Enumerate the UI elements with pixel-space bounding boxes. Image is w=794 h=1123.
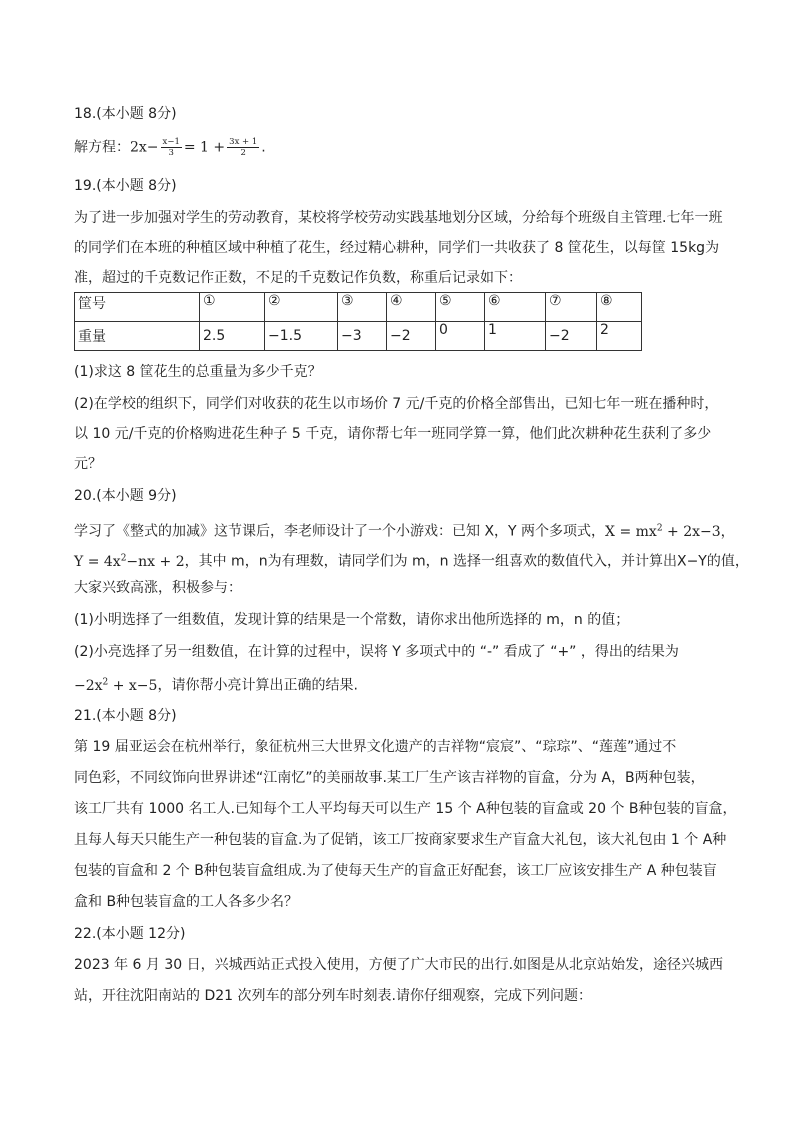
table-cell: −2 [546,322,597,351]
q21-para-line-5: 包装的盲盒和 2 个 B种包装盲盒组成.为了使每天生产的盲盒正好配套，该工厂应该安排生产 A 种包装盲 [74,863,717,879]
q19-sub-question-2-line-2: 以 10 元/千克的价格购进花生种子 5 千克，请你帮七年一班同学算一算，他们此次耕种花生获利了多少 [74,426,712,442]
table-cell: ⑦ [546,293,597,322]
table-cell: −3 [338,322,387,351]
q22-para-line-1: 2023 年 6 月 30 日，兴城西站正式投入使用，方便了广大市民的出行.如图是从北京站始发，途径兴城西 [74,957,724,973]
q21-para-line-6: 盒和 B种包装盲盒的工人各多少名？ [74,894,299,910]
table-cell: 0 [436,322,485,351]
table-cell: ⑤ [436,293,485,322]
q19-sub-question-2-line-1: (2)在学校的组织下，同学们对收获的花生以市场价 7 元/千克的价格全部售出，已知七年一班在播种时， [74,396,719,412]
table-cell: ③ [338,293,387,322]
q21-para-line-4: 且每人每天只能生产一种包装的盲盒.为了促销，该工厂按商家要求生产盲盒大礼包，该大礼包由 1 个 A种 [74,832,727,848]
q18-equation [74,137,266,158]
q20-line-1 [74,518,735,542]
table-cell: ⑧ [597,293,642,322]
q20-poly-y [74,554,185,570]
table-cell: ④ [387,293,436,322]
q20-wrong-result-a: −2x [74,677,103,694]
q20-sub-question-2-cont [74,672,358,696]
q20-header: 20.(本小题 9分) [74,488,177,504]
basket-weight-table [74,292,642,351]
q18-eq-end: . [261,139,266,156]
table-cell: −1.5 [265,322,338,351]
q20-poly-x [605,524,735,540]
q18-fraction-2 [227,137,259,158]
table-cell: ② [265,293,338,322]
q20-wrong-result-b: + x−5 [108,677,158,694]
q21-para-line-3: 该工厂共有 1000 名工人.已知每个工人平均每天可以生产 15 个 A种包装的盲盒或 20 个 B种包装的盲盒， [74,801,737,817]
q20-poly-x-b: + 2x−3， [662,523,735,540]
table-cell: 重量 [75,322,200,351]
table-cell: 筐号 [75,293,200,322]
table-cell: −2 [387,322,436,351]
q20-poly-y-b: −nx + 2 [126,553,185,570]
q19-header: 19.(本小题 8分) [74,178,177,194]
q20-line-2-text: ，其中 m，n为有理数，请同学们为 m，n 选择一组喜欢的数值代入，并计算出X−Y的值， [184,553,749,570]
table-row [75,293,642,322]
table-cell: 2.5 [200,322,265,351]
q20-poly-y-a: Y = 4x [74,553,121,570]
q18-frac2-den: 2 [240,148,246,158]
q20-sub-question-2: (2)小亮选择了另一组数值，在计算的过程中，误将 Y 多项式中的 “-” 看成了 “+” ，得出的结果为 [74,644,679,660]
table-cell: ⑥ [485,293,546,322]
q20-wrong-result [74,678,157,694]
table-row [75,322,642,351]
q18-frac1-den: 3 [168,148,174,158]
table-cell: ① [200,293,265,322]
q20-sub-question-1: (1)小明选择了一组数值，发现计算的结果是一个常数，请你求出他所选择的 m，n 的值； [74,612,630,628]
q18-fraction-1 [161,137,182,158]
q20-line-3: 大家兴致高涨，积极参与： [74,580,242,596]
q18-frac1-num: x−1 [162,137,180,147]
q18-header: 18.(本小题 8分) [74,106,177,122]
q18-eq-mid: = 1 + [183,139,226,156]
q21-header: 21.(本小题 8分) [74,708,177,724]
q19-para-line-1: 为了进一步加强对学生的劳动教育，某校将学校劳动实践基地划分区域，分给每个班级自主管理.七年一班 [74,210,723,226]
table-cell: 1 [485,322,546,351]
exponent: 2 [656,523,663,533]
q18-frac2-num: 3x + 1 [229,137,258,147]
exponent: 2 [120,553,127,563]
q20-sub2b-text: ，请你帮小亮计算出正确的结果. [157,677,358,694]
q20-poly-x-a: X = mx [605,523,657,540]
q19-para-line-2: 的同学们在本班的种植区域中种植了花生，经过精心耕种，同学们一共收获了 8 筐花生，以每筐 15kg为 [74,240,720,256]
table-cell: 2 [597,322,642,351]
q20-line-1-text: 学习了《整式的加减》这节课后，李老师设计了一个小游戏：已知 X，Y 两个多项式， [74,523,606,540]
q21-para-line-2: 同色彩，不同纹饰向世界讲述“江南忆”的美丽故事.某工厂生产该吉祥物的盲盒，分为 A，B两种包装， [74,770,705,786]
q18-eq-left: 2x− [130,139,159,156]
q19-para-line-3: 准，超过的千克数记作正数，不足的千克数记作负数，称重后记录如下： [74,270,522,286]
q19-sub-question-1: (1)求这 8 筐花生的总重量为多少千克？ [74,364,322,380]
q20-line-2 [74,548,749,572]
q19-sub-question-2-line-3: 元？ [74,456,102,472]
exponent: 2 [102,677,109,687]
q18-prompt: 解方程： [74,139,130,156]
q22-header: 22.(本小题 12分) [74,926,186,942]
q21-para-line-1: 第 19 届亚运会在杭州举行，象征杭州三大世界文化遗产的吉祥物“宸宸”、“琮琮”、“莲莲”通过不 [74,739,677,755]
q22-para-line-2: 站，开往沈阳南站的 D21 次列车的部分列车时刻表.请你仔细观察，完成下列问题： [74,988,592,1004]
